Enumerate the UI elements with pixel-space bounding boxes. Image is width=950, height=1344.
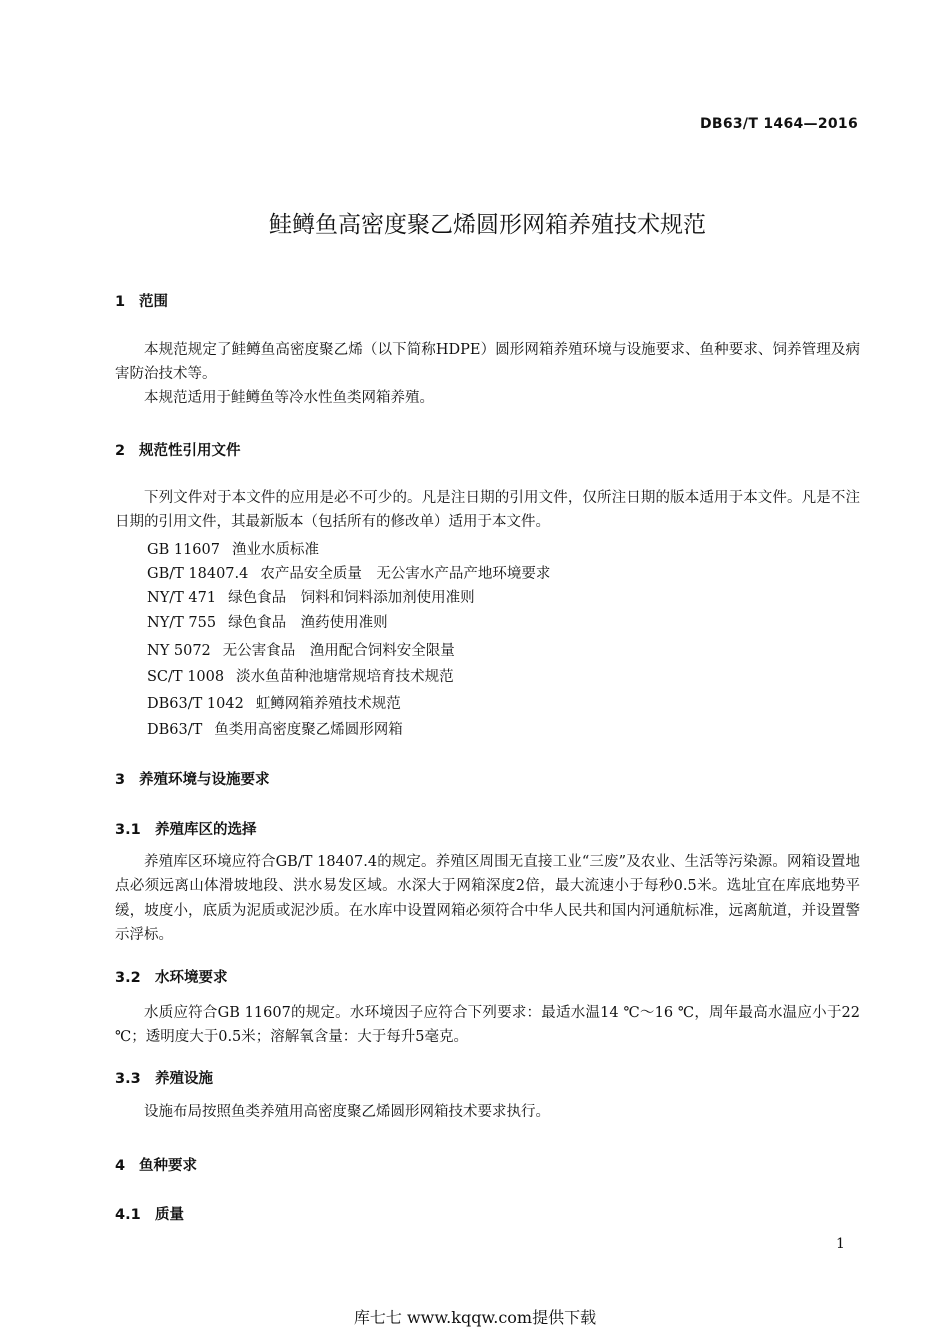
- section-number: 2: [115, 443, 126, 459]
- reference-item: [147, 718, 403, 739]
- reference-code: GB/T 18407.4: [147, 566, 249, 582]
- standard-code: DB63/T 1464—2016: [699, 116, 858, 132]
- document-title: 鲑鳟鱼高密度聚乙烯圆形网箱养殖技术规范: [269, 212, 706, 238]
- reference-code: NY/T 471: [147, 590, 217, 606]
- reference-name: 无公害食品 渔用配合饲料安全限量: [222, 643, 455, 659]
- section-title: 质量: [155, 1207, 184, 1223]
- section-title: 鱼种要求: [139, 1158, 197, 1174]
- section-3-2-paragraph: 水质应符合GB 11607的规定。水环境因子应符合下列要求：最适水温14 ℃～16 ℃，周年最高水温应小于22 ℃；透明度大于0.5米；溶解氧含量：大于每升5毫克。: [115, 1005, 860, 1046]
- section-title: 养殖库区的选择: [155, 822, 257, 838]
- reference-item: [147, 562, 550, 583]
- reference-name: 虹鳟网箱养殖技术规范: [255, 696, 401, 712]
- section-3-1-paragraph: 养殖库区环境应符合GB/T 18407.4的规定。养殖区周围无直接工业“三废”及农业、生活等污染源。网箱设置地点必须远离山体滑坡地段、洪水易发区域。水深大于网箱深度2倍，最大流速小于每秒0.5米。选址宜在库底地势平缓，坡度小，底质为泥质或泥沙质。在水库中设置网箱必须符合中华人民共和国内河通航标准，远离航道，并设置警示浮标。: [115, 854, 860, 944]
- section-title: 养殖设施: [155, 1071, 213, 1087]
- reference-name: 淡水鱼苗种池塘常规培育技术规范: [236, 669, 454, 685]
- section-3-3-paragraph: 设施布局按照鱼类养殖用高密度聚乙烯圆形网箱技术要求执行。: [144, 1104, 550, 1120]
- reference-code: DB63/T: [147, 722, 203, 738]
- page-number: 1: [836, 1236, 845, 1252]
- reference-item: [147, 586, 475, 607]
- reference-name: 绿色食品 饲料和饲料添加剂使用准则: [228, 590, 475, 606]
- reference-name: 农产品安全质量 无公害水产品产地环境要求: [260, 566, 551, 582]
- section-2-heading: [115, 439, 241, 460]
- reference-code: NY 5072: [147, 643, 211, 659]
- reference-item: [147, 639, 455, 660]
- download-footer: 库七七 www.kqqw.com提供下载: [353, 1308, 597, 1327]
- reference-code: SC/T 1008: [147, 669, 225, 685]
- section-4-1-heading: [115, 1203, 184, 1224]
- section-title: 规范性引用文件: [139, 443, 241, 459]
- reference-name: 鱼类用高密度聚乙烯圆形网箱: [214, 722, 403, 738]
- section-number: 3.2: [115, 970, 141, 986]
- section-number: 4: [115, 1158, 126, 1174]
- section-number: 3.3: [115, 1071, 141, 1087]
- section-3-heading: [115, 768, 270, 789]
- section-number: 3.1: [115, 822, 141, 838]
- section-number: 1: [115, 294, 126, 310]
- reference-item: [147, 538, 319, 559]
- section-3-3-heading: [115, 1067, 213, 1088]
- reference-item: [147, 665, 454, 686]
- reference-code: DB63/T 1042: [147, 696, 244, 712]
- section-3-1-heading: [115, 818, 257, 839]
- reference-name: 渔业水质标准: [231, 542, 319, 558]
- section-3-2-heading: [115, 966, 228, 987]
- section-number: 3: [115, 772, 126, 788]
- section-title: 养殖环境与设施要求: [139, 772, 270, 788]
- reference-item: [147, 611, 388, 632]
- section-2-intro: 下列文件对于本文件的应用是必不可少的。凡是注日期的引用文件，仅所注日期的版本适用于本文件。凡是不注日期的引用文件，其最新版本（包括所有的修改单）适用于本文件。: [115, 490, 860, 531]
- section-1-paragraph-2: 本规范适用于鲑鳟鱼等冷水性鱼类网箱养殖。: [144, 390, 434, 406]
- reference-name: 绿色食品 渔药使用准则: [228, 615, 388, 631]
- section-1-paragraph-1: 本规范规定了鲑鳟鱼高密度聚乙烯（以下简称HDPE）圆形网箱养殖环境与设施要求、鱼种要求、饲养管理及病害防治技术等。: [115, 342, 860, 383]
- section-title: 水环境要求: [155, 970, 228, 986]
- reference-code: GB 11607: [147, 542, 220, 558]
- section-title: 范围: [139, 294, 168, 310]
- reference-item: [147, 692, 401, 713]
- section-1-heading: [115, 290, 168, 311]
- reference-code: NY/T 755: [147, 615, 217, 631]
- section-number: 4.1: [115, 1207, 141, 1223]
- section-4-heading: [115, 1154, 197, 1175]
